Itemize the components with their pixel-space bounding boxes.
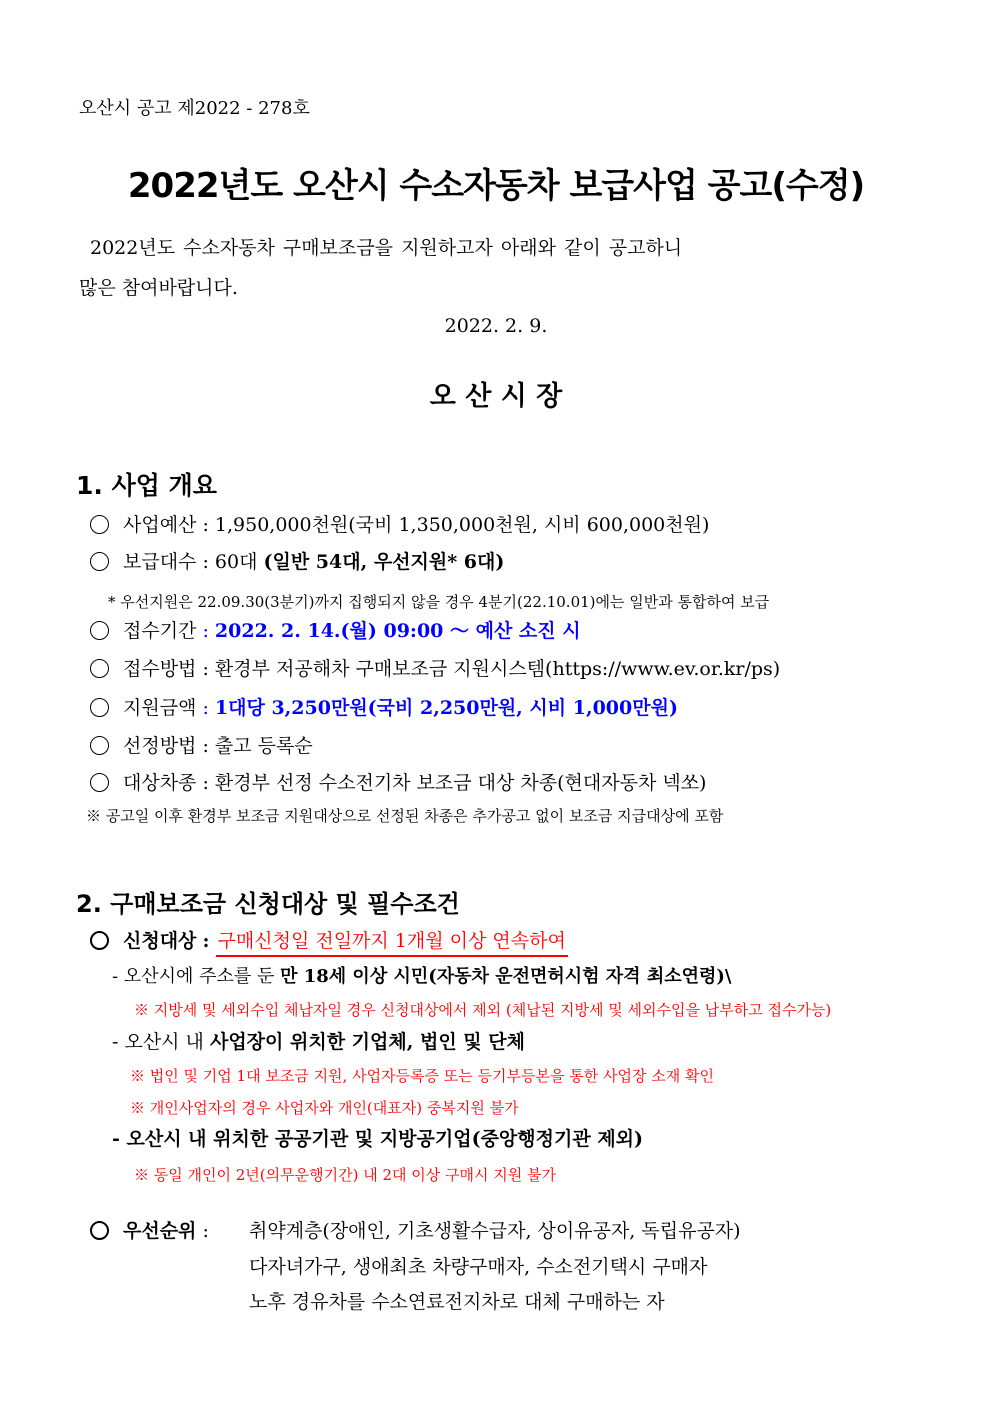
priority-label: 우선순위: [123, 1220, 197, 1242]
circle-bullet-icon: [90, 1221, 109, 1240]
item-label: 대상차종: [123, 772, 197, 794]
priority-line-3: 노후 경유차를 수소연료전지차로 대체 구매하는 자: [249, 1291, 665, 1313]
item-value: 환경부 선정 수소전기차 보조금 대상 차종(현대자동차 넥쏘): [214, 772, 707, 794]
item-quantity: 보급대수 : 60대 (일반 54대, 우선지원* 6대): [90, 547, 504, 574]
intro-line-1: 2022년도 수소자동차 구매보조금을 지원하고자 아래와 같이 공고하니: [90, 237, 683, 259]
item-selection: 선정방법 : 출고 등록순: [90, 731, 313, 758]
circle-bullet-icon: [90, 659, 109, 678]
priority-row: 우선순위 :: [90, 1216, 209, 1243]
sub-item-plain: - 오산시 내: [112, 1031, 210, 1053]
item-value: 60대: [214, 551, 264, 573]
item-method: 접수방법 : 환경부 저공해차 구매보조금 지원시스템(https://www.ev.or.kr/ps): [90, 654, 780, 681]
item-label: 보급대수: [123, 551, 197, 573]
item-value: 환경부 저공해차 구매보조금 지원시스템(https://www.ev.or.kr/ps): [214, 658, 781, 680]
target-value: 구매신청일 전일까지 1개월 이상 연속하여: [216, 930, 568, 957]
priority-line-2: 다자녀가구, 생애최초 차량구매자, 수소전기택시 구매자: [249, 1256, 708, 1278]
note-tax-arrears: ※ 지방세 및 세외수입 체납자일 경우 신청대상에서 제외 (체납된 지방세 및 세외수입을 납부하고 접수가능): [134, 1001, 832, 1019]
page-title: 2022년도 오산시 수소자동차 보급사업 공고(수정): [127, 166, 865, 206]
circle-bullet-icon: [90, 515, 109, 534]
notice-date: 2022. 2. 9.: [444, 315, 548, 337]
item-budget: 사업예산 : 1,950,000천원(국비 1,350,000천원, 시비 600,000천원): [90, 510, 709, 537]
sub-item-bold: 만 18세 이상 시민(자동차 운전면허시험 자격 최소연령)\: [280, 966, 732, 987]
section-1-heading: 1. 사업 개요: [76, 471, 217, 500]
target-label: 신청대상: [123, 930, 197, 952]
item-value: 출고 등록순: [214, 735, 313, 757]
target-citizens: [112, 962, 731, 988]
circle-bullet-icon: [90, 552, 109, 571]
note-models: ※ 공고일 이후 환경부 보조금 지원대상으로 선정된 차종은 추가공고 없이 보조금 지급대상에 포함: [86, 807, 724, 825]
item-value: 1대당 3,250만원(국비 2,250만원, 시비 1,000만원): [214, 697, 678, 719]
circle-bullet-icon: [90, 736, 109, 755]
sub-item-bold: 사업장이 위치한 기업체, 법인 및 단체: [209, 1031, 525, 1053]
priority-line-1: 취약계층(장애인, 기초생활수급자, 상이유공자, 독립유공자): [249, 1220, 741, 1242]
issuer-name: 오 산 시 장: [429, 381, 563, 412]
note-duplicate: ※ 동일 개인이 2년(의무운행기간) 내 2대 이상 구매시 지원 불가: [134, 1166, 556, 1184]
item-value-bold: (일반 54대, 우선지원* 6대): [263, 551, 505, 573]
target-companies: [112, 1027, 525, 1054]
target-public: - 오산시 내 위치한 공공기관 및 지방공기업(중앙행정기관 제외): [112, 1128, 644, 1150]
item-label: 접수기간: [123, 620, 197, 642]
section-2-heading: 2. 구매보조금 신청대상 및 필수조건: [76, 890, 460, 918]
circle-bullet-icon: [90, 773, 109, 792]
note-corporate: ※ 법인 및 기업 1대 보조금 지원, 사업자등록증 또는 등기부등본을 통한 사업장 소재 확인: [130, 1067, 714, 1085]
item-value: 2022. 2. 14.(월) 09:00 ～ 예산 소진 시: [214, 620, 581, 642]
intro-line-2: 많은 참여바랍니다.: [79, 277, 238, 299]
footnote-priority: * 우선지원은 22.09.30(3분기)까지 집행되지 않을 경우 4분기(22.10.01)에는 일반과 통합하여 보급: [108, 593, 770, 611]
item-label: 사업예산: [123, 514, 197, 536]
circle-bullet-icon: [90, 621, 109, 640]
sub-item-plain: - 오산시에 주소를 둔: [112, 966, 281, 987]
item-amount: 지원금액 : 1대당 3,250만원(국비 2,250만원, 시비 1,000만원): [90, 693, 678, 720]
item-period: 접수기간 : 2022. 2. 14.(월) 09:00 ～ 예산 소진 시: [90, 616, 581, 643]
item-label: 선정방법: [123, 735, 197, 757]
item-label: 접수방법: [123, 658, 197, 680]
target-row: 신청대상 : 구매신청일 전일까지 1개월 이상 연속하여: [90, 926, 568, 953]
circle-bullet-icon: [90, 931, 109, 950]
item-value: 1,950,000천원(국비 1,350,000천원, 시비 600,000천원): [214, 514, 710, 536]
notice-number: 오산시 공고 제2022 - 278호: [79, 98, 310, 119]
circle-bullet-icon: [90, 698, 109, 717]
item-models: 대상차종 : 환경부 선정 수소전기차 보조금 대상 차종(현대자동차 넥쏘): [90, 768, 706, 795]
item-label: 지원금액: [123, 697, 197, 719]
note-sole-proprietor: ※ 개인사업자의 경우 사업자와 개인(대표자) 중복지원 불가: [130, 1099, 519, 1117]
